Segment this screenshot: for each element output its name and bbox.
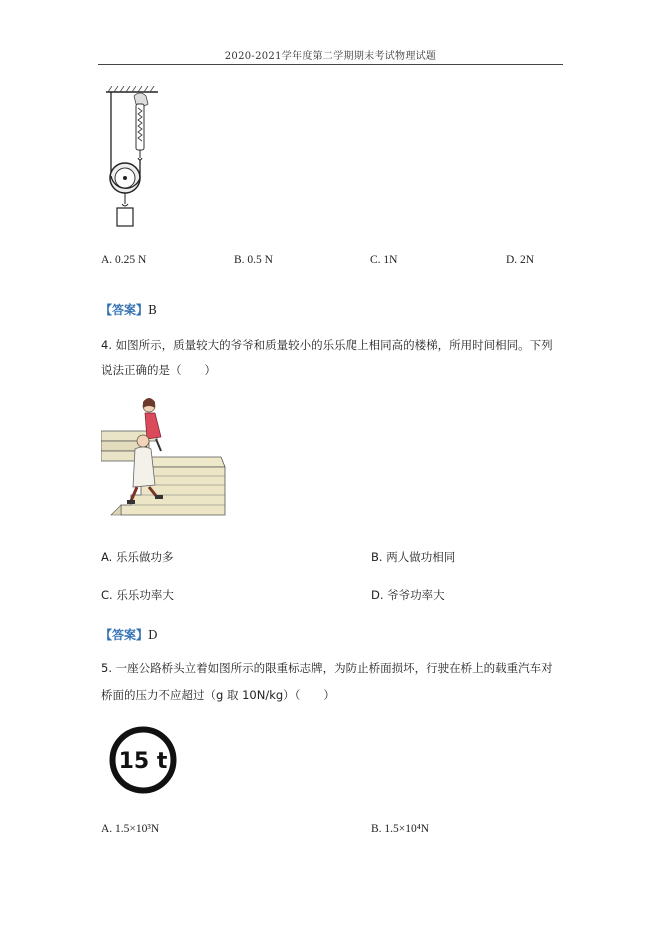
page-header-title: 2020-2021学年度第二学期期末考试物理试题	[224, 51, 437, 62]
q4-stem-line1: 4. 如图所示，质量较大的爷爷和质量较小的乐乐爬上相同高的楼梯，所用时间相同。下列	[101, 338, 553, 352]
answer-letter: B	[148, 303, 157, 317]
weight-limit-sign	[109, 726, 177, 794]
answer-letter: D	[148, 628, 158, 642]
answer-tag: 【答案】	[100, 628, 149, 642]
q3-option-a: A. 0.25 N	[101, 254, 147, 266]
q5-option-a: A. 1.5×10³N	[101, 823, 160, 835]
q3-option-b: B. 0.5 N	[234, 254, 273, 266]
q5-stem-line1: 5. 一座公路桥头立着如图所示的限重标志牌，为防止桥面损坏，行驶在桥上的载重汽车对	[101, 661, 553, 675]
q4-option-d: D. 爷爷功率大	[371, 588, 445, 602]
q5-stem-line2: 桥面的压力不应超过（g 取 10N/kg）（ ）	[101, 688, 335, 702]
q4-answer	[100, 624, 158, 643]
q3-answer	[100, 299, 157, 318]
q4-option-c: C. 乐乐功率大	[101, 588, 174, 602]
q3-option-d: D. 2N	[506, 254, 535, 266]
header-divider	[98, 64, 563, 65]
q4-option-b: B. 两人做功相同	[371, 550, 456, 564]
sign-label: 15 t	[118, 749, 168, 774]
q3-option-c: C. 1N	[370, 254, 398, 266]
answer-tag: 【答案】	[100, 303, 149, 317]
q4-option-a: A. 乐乐做功多	[101, 550, 174, 564]
q4-stem-line2: 说法正确的是（ ）	[101, 363, 216, 377]
q5-option-b: B. 1.5×10⁴N	[371, 823, 430, 835]
pulley-figure	[102, 86, 162, 231]
stairs-figure	[101, 397, 227, 519]
